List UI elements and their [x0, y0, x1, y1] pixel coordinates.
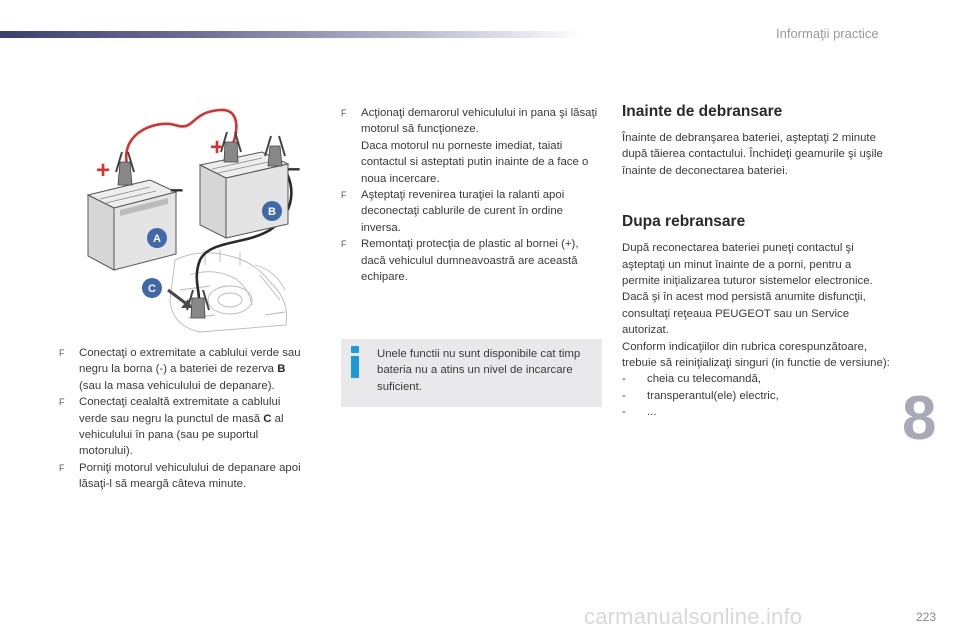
bullet-marker: F	[59, 348, 65, 358]
bullet-marker: F	[341, 190, 347, 201]
list-item-text: transperantul(ele) electric,	[647, 389, 779, 402]
heading-before-disconnect: Inainte de debransare	[622, 103, 783, 120]
badge-b-label: B	[268, 206, 276, 218]
bullet-marker: F	[59, 462, 65, 473]
info-note-text: Unele functii nu sunt disponibile cat timp bateria nu a atins un nivel de incarcare suficient.	[377, 348, 581, 393]
list-item-bold: C	[263, 412, 272, 425]
watermark: carmanualsonline.info	[584, 604, 803, 629]
minus-sign-b: –	[287, 155, 301, 182]
list-item	[58, 460, 308, 493]
dash-marker: -	[622, 406, 626, 419]
badge-a-label: A	[153, 233, 161, 245]
left-instructions	[58, 345, 308, 493]
right-column	[622, 102, 892, 421]
info-note-box	[341, 339, 602, 407]
list-item-text: Aşteptaţi revenirea turaţiei la ralanti apoi deconectaţi cablurile de curent în ordine inversa.	[361, 189, 565, 234]
badge-c-label: C	[148, 283, 156, 295]
left-bullet-list	[58, 345, 308, 493]
list-item	[622, 371, 892, 387]
battery-a	[88, 180, 176, 270]
list-item-text: Acţionaţi demarorul vehiculului in pana şi lăsaţi motorul să funcţioneze.	[361, 107, 598, 136]
list-item-text: cheia cu telecomandă,	[647, 373, 761, 386]
reinit-list	[622, 371, 892, 420]
chapter-number: 8	[902, 384, 937, 453]
list-item	[340, 105, 602, 187]
dash-marker: -	[622, 373, 626, 386]
bullet-marker: F	[341, 108, 347, 118]
list-item	[622, 404, 892, 420]
jump-start-illustration	[80, 100, 330, 338]
bullet-marker: F	[341, 239, 347, 250]
header-gradient-bar	[0, 31, 585, 38]
paragraph-reinit: Conform indicaţiilor din rubrica corespunzătoare, trebuie să reiniţializaţi singuri (in functie de versiune):	[622, 340, 890, 370]
dash-marker: -	[622, 389, 626, 402]
list-item	[340, 236, 602, 285]
list-item-text: (sau la masa vehiculului de depanare).	[79, 379, 275, 392]
list-item-text: Remontaţi protecţia de plastic al bornei (+), dacă vehiculul dumneavoastră are această echipare.	[361, 238, 579, 284]
list-item	[58, 345, 308, 394]
page-number: 223	[916, 610, 937, 624]
list-item-bold: B	[277, 363, 286, 376]
list-item-text: Conectaţi cealaltă extremitate a cablului verde sau negru la punctul de masă	[79, 396, 281, 425]
list-item-text: Porniţi motorul vehiculului de depanare apoi lăsaţi-l să meargă câteva minute.	[79, 461, 301, 491]
middle-instructions	[340, 105, 602, 285]
list-item	[622, 388, 892, 404]
info-icon	[350, 346, 360, 378]
section-title: Informaţii practice	[776, 26, 879, 41]
arrow-to-ground-point	[168, 290, 188, 305]
paragraph-before-disconnect: Înainte de debranşarea bateriei, aşteptaţi 2 minute după tăierea contactului. Închideţi geamurile şi uşile înainte de deconectarea bateriei.	[622, 132, 883, 177]
list-item-text: ...	[647, 406, 657, 419]
plus-sign-b: +	[210, 134, 225, 161]
engine-sketch	[170, 250, 287, 332]
list-item-text: Conectaţi o extremitate a cablului verde sau negru la borna (-) a bateriei de rezerva	[79, 347, 301, 376]
heading-after-reconnect: Dupa rebransare	[622, 213, 746, 231]
list-item	[58, 394, 308, 460]
minus-sign-a: –	[170, 176, 184, 203]
plus-sign-a: +	[96, 157, 111, 184]
list-item-text: Daca motorul nu porneste imediat, taiati contactul si asteptati putin inainte de a face o noua incercare.	[361, 139, 589, 185]
paragraph-after-reconnect: După reconectarea bateriei puneţi contactul şi aşteptaţi un minut înainte de a porni, pentru a permite iniţializarea tuturor sistemelor electronice. Dacă şi în acest mod persistă anumite disfuncţii, consultaţi reţeaua PEUGEOT sau un Service autorizat.	[622, 242, 873, 337]
middle-bullet-list	[340, 105, 602, 285]
list-item	[340, 187, 602, 236]
bullet-marker: F	[59, 397, 65, 408]
list-item-text: al vehiculului în pana (sau pe suportul motorului).	[79, 412, 284, 458]
